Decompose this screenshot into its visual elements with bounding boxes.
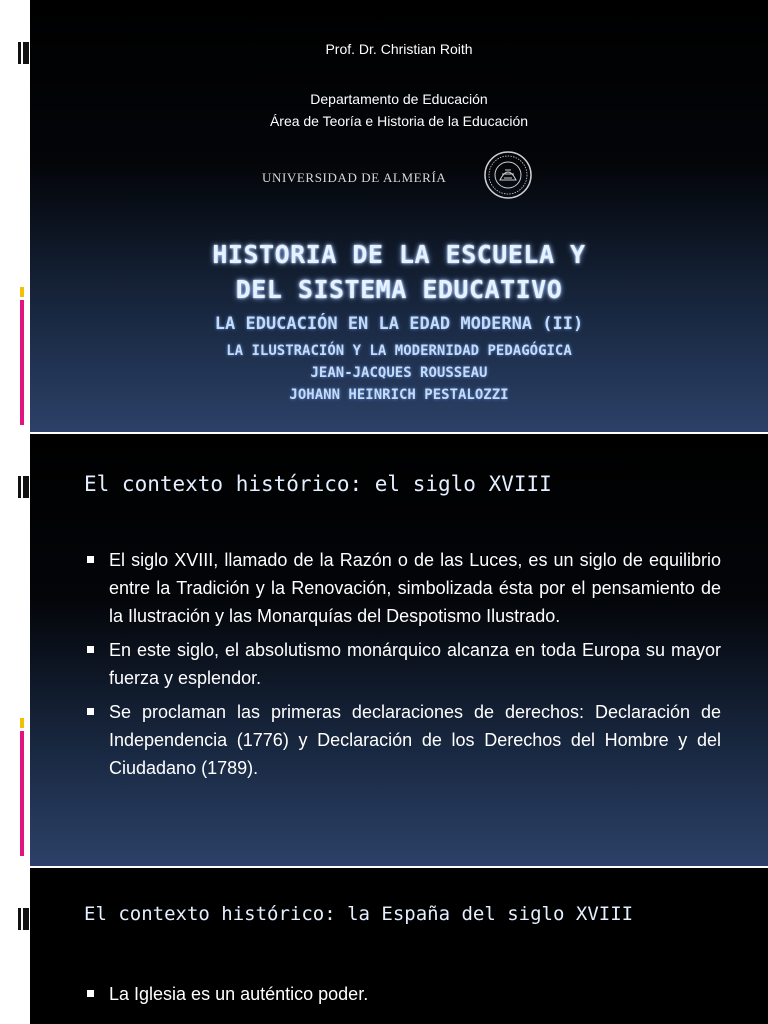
title-line: DEL SISTEMA EDUCATIVO — [235, 275, 563, 304]
subtitle-line: LA ILUSTRACIÓN Y LA MODERNIDAD PEDAGÓGICA — [226, 343, 572, 359]
content-slide — [30, 434, 768, 866]
list-item — [87, 546, 721, 630]
bullet-text: En este siglo, el absolutismo monárquico alcanza en toda Europa su mayor fuerza y esplendor. — [109, 640, 721, 688]
tab-mark — [23, 42, 29, 64]
bullet-list — [87, 546, 721, 788]
square-bullet-icon — [87, 556, 94, 563]
accent-strip-yellow — [20, 718, 24, 728]
bullet-list — [87, 980, 721, 1014]
department-name: Departamento de Educación — [310, 91, 488, 107]
presentation-title — [30, 237, 768, 307]
tab-mark — [18, 476, 21, 498]
slide-heading: El contexto histórico: la España del siglo XVIII — [84, 903, 634, 925]
tab-mark — [23, 908, 29, 930]
accent-strip-magenta — [20, 300, 24, 425]
subtitle-line: JOHANN HEINRICH PESTALOZZI — [289, 387, 509, 403]
accent-strip-magenta — [20, 731, 24, 856]
subtitle-main: LA EDUCACIÓN EN LA EDAD MODERNA (II) — [214, 314, 584, 334]
bullet-text: El siglo XVIII, llamado de la Razón o de las Luces, es un siglo de equilibrio entre la Tradición y la Renovación, simbolizada ésta por el pensamiento de la Ilustración y las Monarquías del Despotismo Ilustrado. — [109, 550, 721, 626]
bullet-text: Se proclaman las primeras declaraciones de derechos: Declaración de Independencia (1776) y Declaración de los Derechos del Hombre y del Ciudadano (1789). — [109, 702, 721, 778]
list-item — [87, 980, 721, 1008]
square-bullet-icon — [87, 708, 94, 715]
title-line: HISTORIA DE LA ESCUELA Y — [212, 240, 586, 269]
area-name: Área de Teoría e Historia de la Educación — [269, 113, 529, 129]
author-name: Prof. Dr. Christian Roith — [325, 41, 473, 57]
subtitle-list — [30, 340, 768, 406]
tab-mark — [18, 908, 21, 930]
university-seal-icon — [483, 150, 533, 200]
bullet-text: La Iglesia es un auténtico poder. — [109, 984, 369, 1004]
department-block — [30, 88, 768, 132]
square-bullet-icon — [87, 646, 94, 653]
subtitle-line: JEAN-JACQUES ROUSSEAU — [310, 365, 488, 381]
content-slide — [30, 868, 768, 1024]
title-slide — [30, 0, 768, 432]
accent-strip-yellow — [20, 287, 24, 297]
tab-mark — [18, 42, 21, 64]
square-bullet-icon — [87, 990, 94, 997]
tab-mark — [23, 476, 29, 498]
list-item — [87, 698, 721, 782]
slide-heading: El contexto histórico: el siglo XVIII — [84, 472, 552, 496]
list-item — [87, 636, 721, 692]
university-name: UNIVERSIDAD DE ALMERÍA — [262, 170, 447, 185]
